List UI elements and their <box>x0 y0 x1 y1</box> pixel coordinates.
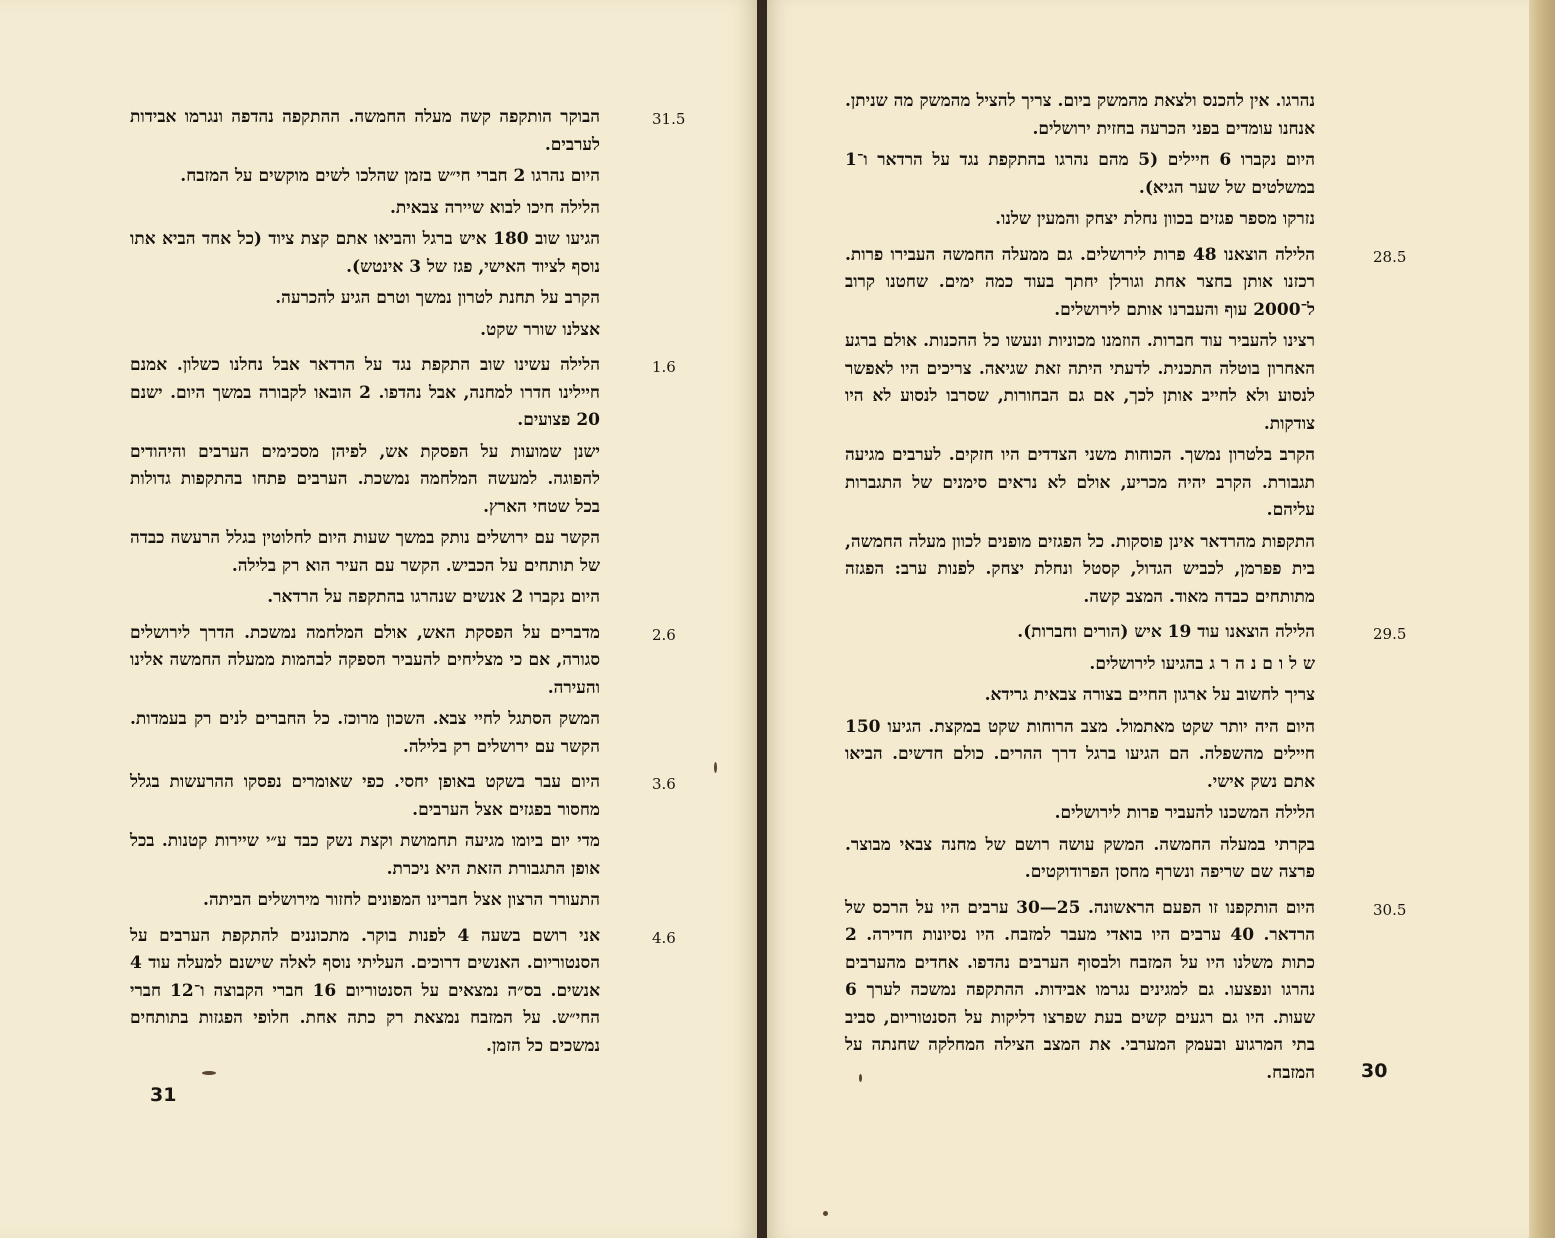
entry-date: 31.5 <box>652 110 686 128</box>
entry-paragraph: הגיעו שוב 180 איש ברגל והביאו אתם קצת ציוד (כל אחד הביא אתו נוסף לציוד האישי, פגז של 3 אינטש). <box>130 229 600 277</box>
left-page-column <box>130 104 686 1068</box>
entry-paragraph: הלילה המשכנו להעביר פרות לירושלים. <box>1054 803 1315 823</box>
book-spine <box>757 0 767 1238</box>
page-number: 30 <box>1361 1060 1388 1082</box>
entry-paragraph: הקרב על תחנת לטרון נמשך וטרם הגיע להכרעה. <box>275 288 600 308</box>
entry-paragraph: הקשר עם ירושלים נותק במשך שעות היום לחלוטין בגלל הרעשה כבדה של תותחים על הכביש. הקשר עם העיר הוא רק בלילה. <box>130 528 600 576</box>
entry-date: 1.6 <box>652 358 676 376</box>
diary-entry <box>130 620 676 762</box>
entry-paragraph: היום נקברו 2 אנשים שנהרגו בהתקפה על הרדאר. <box>267 587 600 607</box>
entry-paragraph: נהרגו. אין להכנס ולצאת מהמשק ביום. צריך להציל מהמשק מה שניתן. אנחנו עומדים בפני הכרעה בחזית ירושלים. <box>845 91 1315 139</box>
entry-paragraph: התקפות מהרדאר אינן פוסקות. כל הפגזים מופנים לכוון מעלה החמשה, בית פפרמן, לכביש הגדול, קסטל ונחלת יצחק. לפנות ערב: הפגזה מתותחים כבדה מאוד. המצב קשה. <box>845 531 1315 607</box>
entry-paragraph: הבוקר הותקפה קשה מעלה החמשה. ההתקפה נהדפה ונגרמו אבידות לערבים. <box>130 107 600 155</box>
ink-speck <box>823 1211 828 1216</box>
entry-paragraph: היום נהרגו 2 חברי חי״ש בזמן שהלכו לשים מוקשים על המזבח. <box>180 166 600 186</box>
entry-paragraph: מדברים על הפסקת האש, אולם המלחמה נמשכת. הדרך לירושלים סגורה, אם כי מצליחים להעביר הספקה לבהמות ממעלה החמשה אלינו והעירה. <box>130 622 600 698</box>
diary-entry <box>845 619 1407 887</box>
entry-date: 30.5 <box>1373 900 1407 919</box>
diary-entry <box>845 88 1315 234</box>
entry-paragraph: הקרב בלטרון נמשך. הכוחות משני הצדדים היו חזקים. לערבים מגיעה תגבורת. הקרב יהיה מכריע, אולם לא נראים סימנים של התגברות עליהם. <box>845 445 1315 520</box>
entry-paragraph: הלילה הוצאנו עוד 19 איש (הורים וחברות). <box>1017 622 1315 642</box>
entry-date: 28.5 <box>1373 247 1407 266</box>
entry-paragraph: רצינו להעביר עוד חברות. הוזמנו מכוניות ונעשו כל ההכנות. אולם ברגע האחרון בוטלה התכנית. לדעתי היתה זאת שגיאה. צריכים היו לאפשר לנסוע ולא לחייב אותן לכך, אם גם הבחורות, שסרבו לנסוע לא היו צודקות. <box>845 331 1315 434</box>
entry-paragraph: היום עבר בשקט באופן יחסי. כפי שאומרים נפסקו ההרעשות בגלל מחסור בפגזים אצל הערבים. <box>130 772 600 820</box>
entry-paragraph: התעורר הרצון אצל חברינו המפונים לחזור מירושלים הביתה. <box>203 890 600 910</box>
entry-paragraph: היום היה יותר שקט מאתמול. מצב הרוחות שקט במקצת. הגיעו 150 חיילים מהשפלה. הם הגיעו ברגל דרך ההרים. כולם חדשים. הביאו אתם נשק אישי. <box>845 716 1315 792</box>
entry-date: 4.6 <box>652 928 676 947</box>
entry-paragraph: הלילה עשינו שוב התקפת נגד על הרדאר אבל נחלנו כשלון. אמנם חיילינו חדרו למחנה, אבל נהדפו. 2 הובאו לקבורה במשך היום. ישנם 20 פצועים. <box>130 355 600 430</box>
entry-paragraph: הלילה הוצאנו 48 פרות לירושלים. גם ממעלה החמשה העבירו פרות. רכזנו אותן בחצר אחת וגורלן יחתך בעוד כמה ימים. שחטנו קרוב ל־2000 עוף והעברנו אותם לירושלים. <box>845 244 1315 320</box>
entry-date: 2.6 <box>652 625 676 644</box>
diary-entry <box>130 923 676 1061</box>
entry-date: 29.5 <box>1373 625 1407 643</box>
right-page <box>767 0 1529 1238</box>
ink-speck <box>714 762 717 773</box>
page-number: 31 <box>150 1084 177 1106</box>
entry-paragraph: ישנן שמועות על הפסקת אש, לפיהן מסכימים הערבים והיהודים להפוגה. למעשה המלחמה נמשכת. הערבים פתחו בהתקפות גדולות בכל שטחי הארץ. <box>130 441 600 517</box>
left-page <box>0 0 757 1238</box>
entry-paragraph: נזרקו מספר פגזים בכוון נחלת יצחק והמעין שלנו. <box>995 209 1315 229</box>
page-edges <box>1529 0 1555 1238</box>
diary-entry <box>845 895 1407 1088</box>
diary-entry <box>130 104 686 344</box>
entry-paragraph: הלילה חיכו לבוא שיירה צבאית. <box>389 197 600 218</box>
entry-paragraph: היום הותקפנו זו הפעם הראשונה. 25—30 ערבים היו על הרכס של הרדאר. 40 ערבים היו בואדי מעבר למזבח. היו נסיונות חדירה. 2 כתות משלנו היו על המזבח ולבסוף הערבים נהדפו. אחדים מהערבים נהרגו ונפצעו. גם למגינים נגרמו אבידות. ההתקפה נמשכה לערך 6 שעות. היו גם רגעים קשים בעת שפרצו דליקות על הסנטוריום, סביב בתי המרגוע ובעמק המערבי. את המצב הצילה המחלקה שחנתה על המזבח. <box>845 897 1315 1083</box>
diary-entry <box>130 352 676 612</box>
entry-paragraph: היום נקברו 6 חיילים (5 מהם נהרגו בהתקפת נגד על הרדאר ו־1 במשלטים של שער הגיא). <box>845 150 1316 198</box>
entry-paragraph: ש ל ו ם נ ה ר ג בהגיעו לירושלים. <box>1089 653 1315 674</box>
entry-paragraph: בקרתי במעלה החמשה. המשק עושה רושם של מחנה צבאי מבוצר. פרצה שם שריפה ונשרף מחסן הפרודוקטים. <box>845 834 1315 882</box>
entry-date: 3.6 <box>652 775 676 793</box>
entry-paragraph: אני רושם בשעה 4 לפנות בוקר. מתכוננים להתקפת הערבים על הסנטוריום. האנשים דרוכים. העליתי נוסף לאלה שישנם למעלה עוד 4 אנשים. בס״ה נמצאים על הסנטוריום 16 חברי הקבוצה ו־12 חברי החי״ש. על המזבח נמצאת רק כתה אחת. חלופי הפגזות בתותחים נמשכים כל הזמן. <box>130 925 600 1056</box>
ink-speck <box>859 1074 862 1082</box>
entry-paragraph: המשק הסתגל לחיי צבא. השכון מרוכז. כל החברים לנים רק בעמדות. הקשר עם ירושלים רק בלילה. <box>130 709 600 757</box>
entry-paragraph: אצלנו שורר שקט. <box>480 319 600 340</box>
entry-paragraph: מדי יום ביומו מגיעה תחמושת וקצת נשק כבד ע״י שיירות קטנות. בכל אופן התגבורת הזאת היא ניכרת. <box>130 831 600 879</box>
diary-entry <box>845 242 1407 612</box>
right-page-column <box>845 88 1407 1095</box>
ink-speck <box>202 1071 216 1075</box>
diary-entry <box>130 769 676 915</box>
entry-paragraph: צריך לחשוב על ארגון החיים בצורה צבאית גרידא. <box>984 685 1315 705</box>
